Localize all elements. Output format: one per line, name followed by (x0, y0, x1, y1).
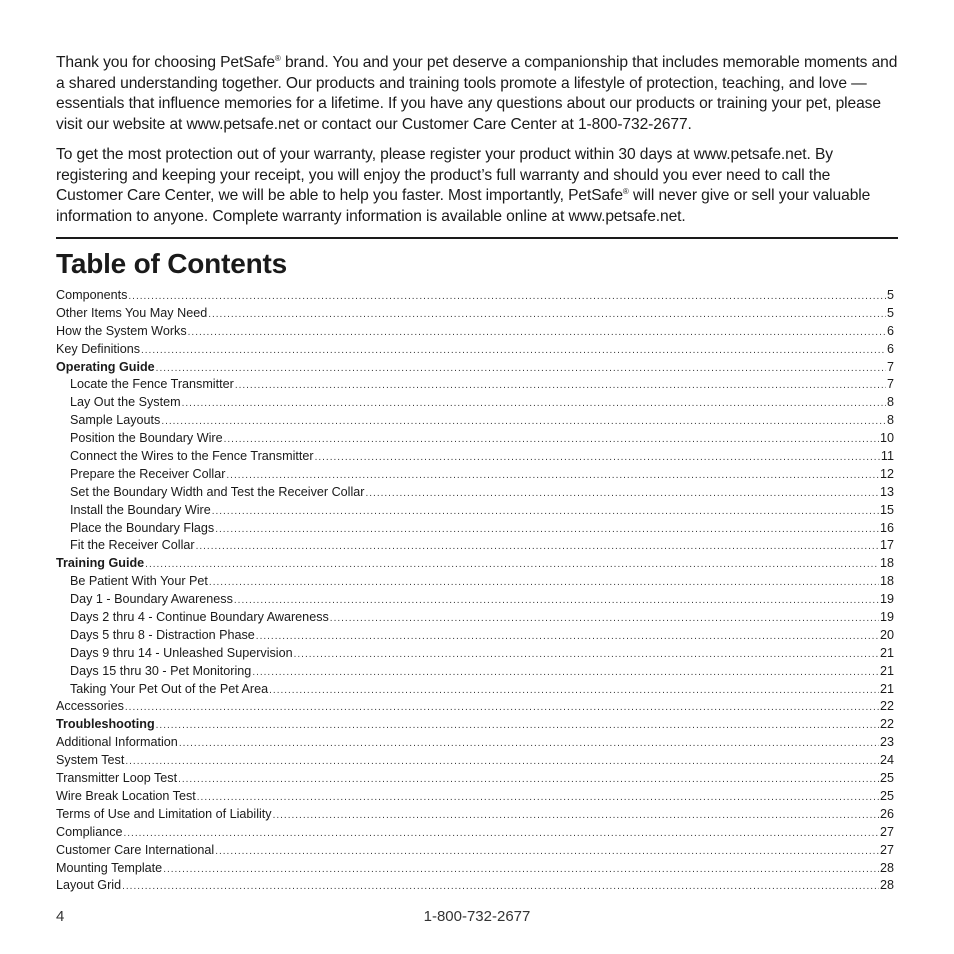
dot-leader (365, 485, 879, 503)
dot-leader (188, 324, 886, 342)
dot-leader (161, 413, 886, 431)
dot-leader (234, 592, 879, 610)
toc-entry-page: 7 (886, 359, 894, 374)
registered-mark: ® (622, 187, 629, 196)
toc-entry-page: 5 (886, 305, 894, 320)
toc-entry-title: Set the Boundary Width and Test the Receiver Collar (70, 484, 365, 499)
toc-entry-page: 21 (879, 681, 894, 696)
dot-leader (235, 377, 886, 395)
dot-leader (125, 699, 879, 717)
toc-entry-title: Sample Layouts (70, 413, 161, 428)
dot-leader (215, 521, 879, 539)
toc-entry (56, 376, 894, 394)
toc-entry-title: Days 5 thru 8 - Distraction Phase (70, 627, 255, 642)
toc-entry-page: 6 (886, 323, 894, 338)
toc-entry-page: 13 (879, 484, 894, 499)
toc-entry-page: 22 (879, 717, 894, 732)
toc-entry (56, 537, 894, 555)
toc-entry-title: Layout Grid (56, 878, 122, 893)
section-divider (56, 237, 898, 239)
toc-entry (56, 412, 894, 430)
toc-list (56, 287, 898, 895)
toc-entry-page: 10 (879, 431, 894, 446)
dot-leader (182, 395, 886, 413)
toc-entry-title: Locate the Fence Transmitter (70, 377, 234, 392)
toc-entry-page: 21 (879, 663, 894, 678)
toc-entry-page: 22 (879, 699, 894, 714)
toc-entry-title: Training Guide (56, 556, 145, 571)
toc-entry-title: Fit the Receiver Collar (70, 538, 195, 553)
toc-entry-title: System Test (56, 753, 125, 768)
toc-entry (56, 430, 894, 448)
document-page (56, 53, 898, 895)
page-footer (56, 908, 898, 930)
dot-leader (252, 664, 879, 682)
dot-leader (122, 878, 879, 896)
toc-entry (56, 323, 894, 341)
toc-entry-title: Days 9 thru 14 - Unleashed Supervision (70, 645, 293, 660)
dot-leader (224, 431, 879, 449)
toc-entry (56, 698, 894, 716)
toc-entry (56, 663, 894, 681)
toc-entry-page: 18 (879, 574, 894, 589)
toc-entry-page: 27 (879, 824, 894, 839)
toc-entry (56, 555, 894, 573)
toc-entry-title: Taking Your Pet Out of the Pet Area (70, 681, 269, 696)
toc-entry-title: Components (56, 288, 128, 302)
toc-entry-page: 11 (880, 449, 894, 464)
dot-leader (163, 861, 879, 879)
toc-entry (56, 806, 894, 824)
intro-paragraph-thanks (56, 53, 898, 135)
toc-entry (56, 752, 894, 770)
registered-mark: ® (274, 54, 281, 63)
dot-leader (141, 342, 886, 360)
dot-leader (209, 574, 879, 592)
page-number: 4 (56, 908, 65, 925)
toc-entry-page: 7 (886, 377, 894, 392)
toc-entry (56, 716, 894, 734)
toc-entry (56, 448, 894, 466)
toc-entry (56, 645, 894, 663)
dot-leader (128, 288, 886, 306)
toc-entry (56, 877, 894, 895)
toc-entry-title: Prepare the Receiver Collar (70, 466, 226, 481)
toc-entry (56, 520, 894, 538)
dot-leader (273, 807, 879, 825)
toc-entry-title: Days 2 thru 4 - Continue Boundary Awareness (70, 610, 329, 625)
toc-entry-title: Wire Break Location Test (56, 788, 196, 803)
toc-entry (56, 359, 894, 377)
intro-section (56, 53, 898, 227)
toc-entry-page: 12 (879, 466, 894, 481)
toc-heading: Table of Contents (56, 248, 287, 279)
intro-paragraph-warranty (56, 145, 898, 227)
footer-phone: 1-800-732-2677 (423, 908, 531, 925)
dot-leader (315, 449, 880, 467)
toc-entry-title: Position the Boundary Wire (70, 431, 223, 446)
toc-entry-page: 25 (879, 771, 894, 786)
toc-entry-title: Place the Boundary Flags (70, 520, 215, 535)
dot-leader (125, 753, 879, 771)
toc-entry-page: 5 (886, 288, 894, 302)
toc-entry (56, 788, 894, 806)
toc-entry-title: Be Patient With Your Pet (70, 574, 208, 589)
toc-entry-title: Day 1 - Boundary Awareness (70, 592, 233, 607)
toc-entry-title: Install the Boundary Wire (70, 502, 211, 517)
toc-entry-title: Compliance (56, 824, 123, 839)
dot-leader (178, 771, 879, 789)
dot-leader (196, 538, 879, 556)
toc-entry-title: Mounting Template (56, 860, 163, 875)
toc-entry-title: Transmitter Loop Test (56, 771, 178, 786)
toc-entry (56, 860, 894, 878)
toc-entry-page: 21 (879, 645, 894, 660)
toc-entry-page: 16 (879, 520, 894, 535)
toc-entry-page: 18 (879, 556, 894, 571)
toc-entry-title: Operating Guide (56, 359, 155, 374)
dot-leader (256, 628, 879, 646)
toc-entry-page: 25 (879, 788, 894, 803)
toc-entry (56, 305, 894, 323)
toc-entry (56, 466, 894, 484)
toc-entry (56, 609, 894, 627)
dot-leader (124, 825, 879, 843)
dot-leader (330, 610, 879, 628)
toc-entry (56, 734, 894, 752)
toc-entry (56, 824, 894, 842)
toc-entry-page: 15 (879, 502, 894, 517)
toc-entry-page: 19 (879, 592, 894, 607)
toc-entry-title: How the System Works (56, 323, 187, 338)
toc-entry-page: 23 (879, 735, 894, 750)
toc-entry-title: Terms of Use and Limitation of Liability (56, 806, 272, 821)
toc-entry-title: Additional Information (56, 735, 178, 750)
dot-leader (294, 646, 879, 664)
toc-entry-page: 28 (879, 860, 894, 875)
dot-leader (226, 467, 879, 485)
toc-entry-title: Key Definitions (56, 341, 140, 356)
dot-leader (156, 360, 886, 378)
toc-entry-title: Accessories (56, 699, 124, 714)
toc-entry (56, 287, 894, 305)
dot-leader (197, 789, 879, 807)
toc-entry-page: 6 (886, 341, 894, 356)
toc-entry-page: 28 (879, 878, 894, 893)
toc-entry-page: 17 (879, 538, 894, 553)
toc-entry-title: Other Items You May Need (56, 305, 208, 320)
toc-entry-title: Lay Out the System (70, 395, 181, 410)
toc-entry (56, 627, 894, 645)
toc-entry (56, 341, 894, 359)
toc-entry (56, 770, 894, 788)
dot-leader (145, 556, 879, 574)
dot-leader (179, 735, 879, 753)
toc-entry-title: Days 15 thru 30 - Pet Monitoring (70, 663, 252, 678)
toc-entry (56, 484, 894, 502)
toc-entry-page: 26 (879, 806, 894, 821)
toc-entry-page: 27 (879, 842, 894, 857)
toc-entry-page: 8 (886, 395, 894, 410)
dot-leader (212, 503, 879, 521)
intro-text: will never give or sell your valuable information to anyone. Complete warranty information is available online at www.petsafe.net. (56, 187, 871, 225)
toc-entry-page: 20 (879, 627, 894, 642)
toc-entry (56, 842, 894, 860)
toc-entry (56, 502, 894, 520)
toc-entry (56, 681, 894, 699)
dot-leader (156, 717, 879, 735)
toc-entry (56, 394, 894, 412)
intro-text: Thank you for choosing PetSafe (56, 54, 275, 71)
toc-entry-page: 19 (879, 610, 894, 625)
intro-text: brand. You and your pet deserve a companionship that includes memorable moments and a shared understanding together. Our products and training tools promote a lifestyle of protection, teaching, and love — essentials that influence memories for a lifetime. If you have any questions about our products or training your pet, please visit our website at www.petsafe.net or contact our Customer Care Center at 1-800-732-2677. (56, 54, 898, 133)
toc-entry (56, 573, 894, 591)
toc-entry (56, 591, 894, 609)
toc-entry-title: Troubleshooting (56, 717, 155, 732)
toc-entry-title: Customer Care International (56, 842, 215, 857)
toc-entry-title: Connect the Wires to the Fence Transmitter (70, 449, 314, 464)
toc-entry-page: 8 (886, 413, 894, 428)
dot-leader (208, 306, 886, 324)
toc-entry-page: 24 (879, 753, 894, 768)
dot-leader (269, 682, 879, 700)
intro-text: To get the most protection out of your warranty, please register your product within 30 days at www.petsafe.net. By registering and keeping your receipt, you will enjoy the product’s full warranty and should you ever need to call the Customer Care Center, we will be able to help you faster. Most importantly, PetSafe (56, 146, 833, 204)
dot-leader (215, 843, 879, 861)
